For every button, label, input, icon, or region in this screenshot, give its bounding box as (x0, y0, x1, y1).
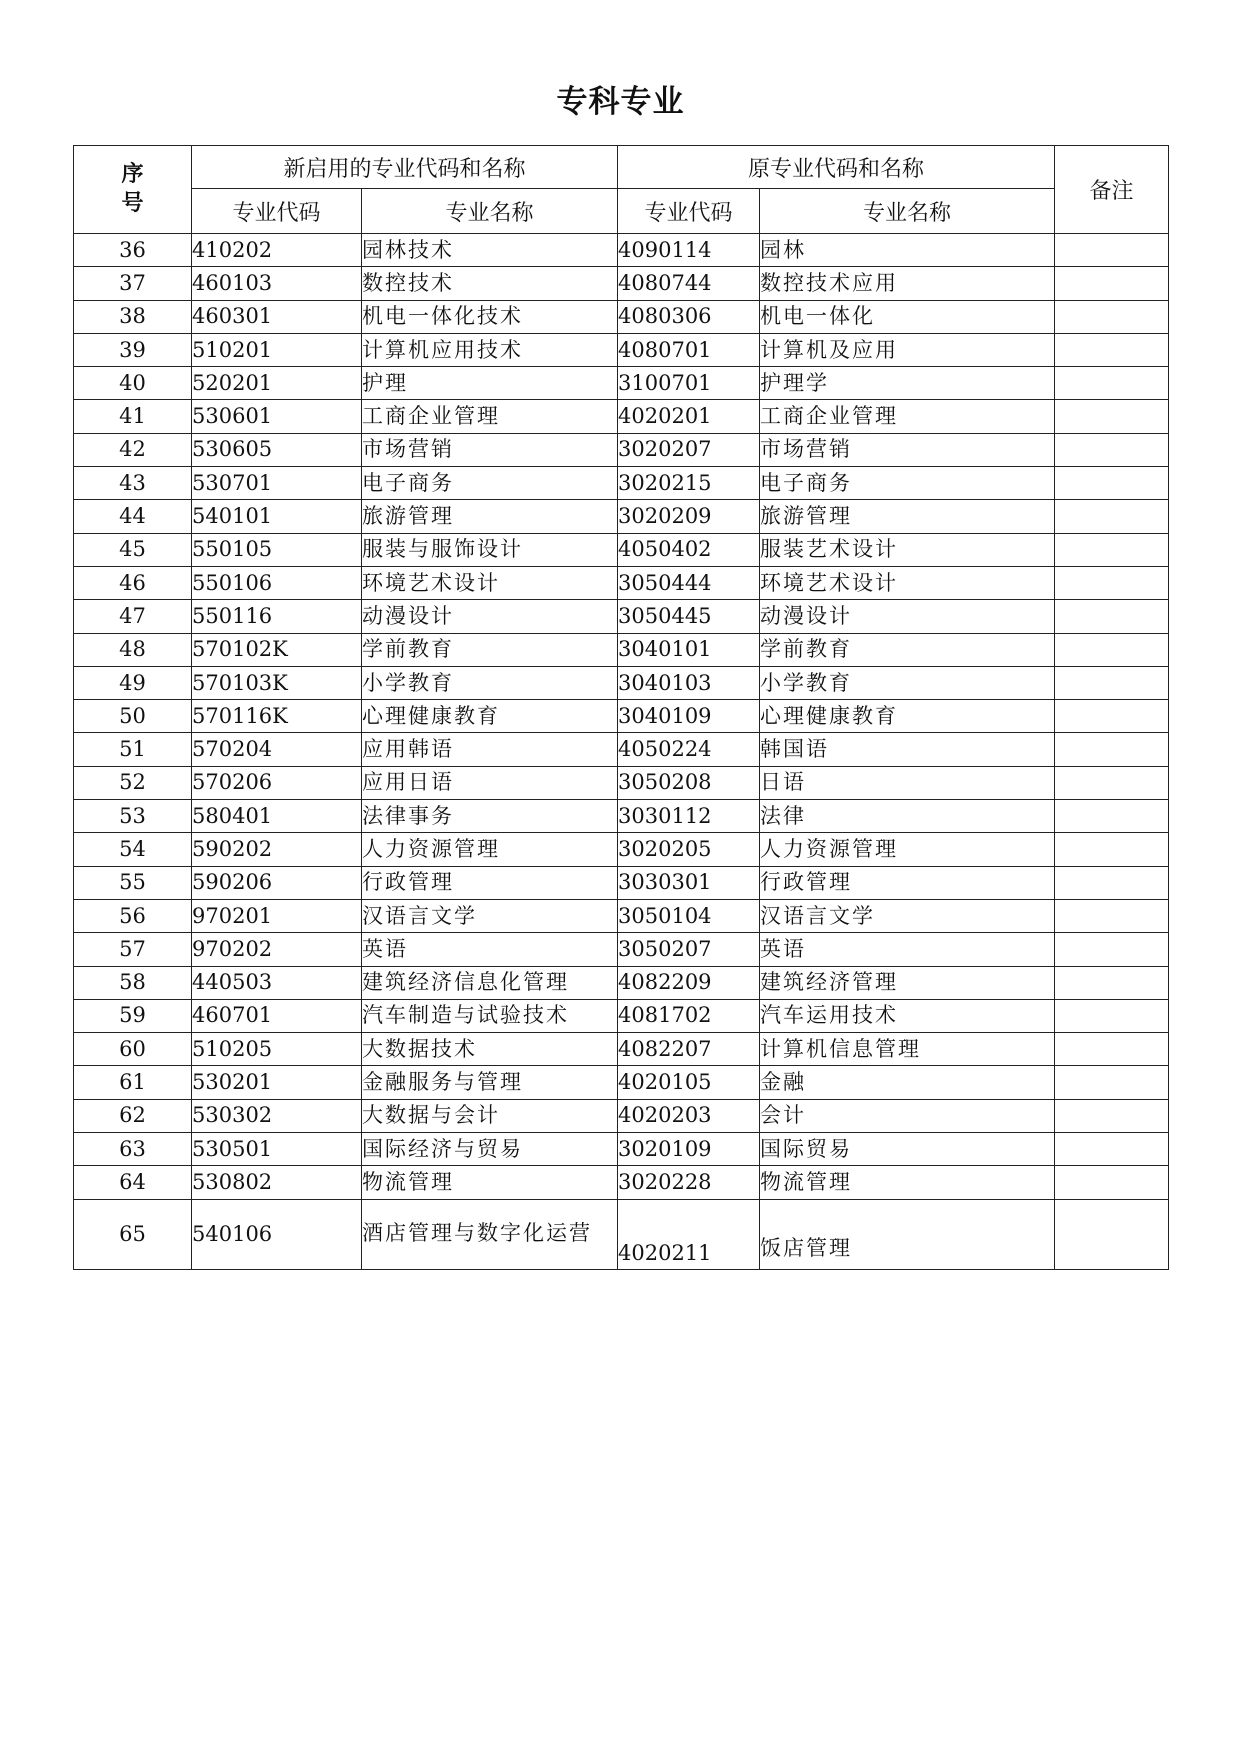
remark-cell (1055, 966, 1169, 999)
old-name-cell: 日语 (760, 766, 1055, 799)
new-name-cell: 旅游管理 (362, 500, 618, 533)
seq-cell: 46 (74, 566, 192, 599)
remark-cell (1055, 533, 1169, 566)
table-row (74, 333, 1169, 366)
new-code-cell: 570103K (192, 666, 362, 699)
seq-cell: 37 (74, 267, 192, 300)
old-code-cell: 3020209 (618, 500, 760, 533)
table-row (74, 400, 1169, 433)
old-name-cell: 会计 (760, 1099, 1055, 1132)
old-name-cell: 英语 (760, 933, 1055, 966)
new-code-cell: 590206 (192, 866, 362, 899)
remark-cell (1055, 800, 1169, 833)
old-name-cell: 工商企业管理 (760, 400, 1055, 433)
remark-cell (1055, 833, 1169, 866)
old-code-cell: 3030301 (618, 866, 760, 899)
new-code-cell: 530601 (192, 400, 362, 433)
new-name-cell: 汉语言文学 (362, 899, 618, 932)
old-code-cell: 4090114 (618, 234, 760, 267)
seq-cell: 57 (74, 933, 192, 966)
new-name-cell: 数控技术 (362, 267, 618, 300)
new-code-cell: 460701 (192, 999, 362, 1032)
remark-cell (1055, 467, 1169, 500)
header-remark: 备注 (1055, 146, 1169, 234)
old-name-cell: 数控技术应用 (760, 267, 1055, 300)
new-code-cell: 440503 (192, 966, 362, 999)
table-row (74, 267, 1169, 300)
new-name-cell: 动漫设计 (362, 600, 618, 633)
seq-cell: 54 (74, 833, 192, 866)
remark-cell (1055, 700, 1169, 733)
old-code-cell: 3050444 (618, 566, 760, 599)
table-row (74, 800, 1169, 833)
new-code-cell: 550106 (192, 566, 362, 599)
new-code-cell: 540106 (192, 1199, 362, 1269)
new-code-cell: 570206 (192, 766, 362, 799)
remark-cell (1055, 933, 1169, 966)
old-code-cell: 3100701 (618, 367, 760, 400)
table-row (74, 1099, 1169, 1132)
remark-cell (1055, 433, 1169, 466)
table-body (74, 234, 1169, 1270)
new-code-cell: 550105 (192, 533, 362, 566)
remark-cell (1055, 333, 1169, 366)
table-row (74, 300, 1169, 333)
seq-cell: 48 (74, 633, 192, 666)
old-name-cell: 计算机信息管理 (760, 1033, 1055, 1066)
table-row (74, 666, 1169, 699)
seq-cell: 44 (74, 500, 192, 533)
new-name-cell: 国际经济与贸易 (362, 1133, 618, 1166)
header-seq: 序号 (74, 146, 192, 234)
old-name-cell: 行政管理 (760, 866, 1055, 899)
old-name-cell: 动漫设计 (760, 600, 1055, 633)
old-name-cell: 计算机及应用 (760, 333, 1055, 366)
new-code-cell: 460301 (192, 300, 362, 333)
seq-cell: 65 (74, 1199, 192, 1269)
table-row (74, 999, 1169, 1032)
old-name-cell: 学前教育 (760, 633, 1055, 666)
old-code-cell: 4020105 (618, 1066, 760, 1099)
seq-cell: 53 (74, 800, 192, 833)
new-name-cell: 金融服务与管理 (362, 1066, 618, 1099)
new-name-cell: 酒店管理与数字化运营 (362, 1199, 618, 1269)
new-name-cell: 小学教育 (362, 666, 618, 699)
table-row (74, 700, 1169, 733)
remark-cell (1055, 999, 1169, 1032)
new-name-cell: 建筑经济信息化管理 (362, 966, 618, 999)
old-code-cell: 4020203 (618, 1099, 760, 1132)
table-row (74, 866, 1169, 899)
seq-cell: 58 (74, 966, 192, 999)
old-code-cell: 3050104 (618, 899, 760, 932)
new-name-cell: 市场营销 (362, 433, 618, 466)
table-row (74, 633, 1169, 666)
table-row (74, 1066, 1169, 1099)
new-code-cell: 570116K (192, 700, 362, 733)
new-name-cell: 行政管理 (362, 866, 618, 899)
new-name-cell: 园林技术 (362, 234, 618, 267)
old-name-cell: 小学教育 (760, 666, 1055, 699)
seq-cell: 63 (74, 1133, 192, 1166)
remark-cell (1055, 500, 1169, 533)
new-name-cell: 大数据与会计 (362, 1099, 618, 1132)
new-code-cell: 530701 (192, 467, 362, 500)
remark-cell (1055, 566, 1169, 599)
table-row (74, 467, 1169, 500)
old-name-cell: 国际贸易 (760, 1133, 1055, 1166)
new-name-cell: 人力资源管理 (362, 833, 618, 866)
header-old-group: 原专业代码和名称 (618, 146, 1055, 189)
old-code-cell: 3050207 (618, 933, 760, 966)
old-name-cell: 汉语言文学 (760, 899, 1055, 932)
table-row (74, 234, 1169, 267)
remark-cell (1055, 234, 1169, 267)
new-name-cell: 护理 (362, 367, 618, 400)
old-code-cell: 4081702 (618, 999, 760, 1032)
new-code-cell: 970201 (192, 899, 362, 932)
header-new-group: 新启用的专业代码和名称 (192, 146, 618, 189)
seq-cell: 64 (74, 1166, 192, 1199)
old-name-cell: 服装艺术设计 (760, 533, 1055, 566)
seq-cell: 59 (74, 999, 192, 1032)
table-row (74, 500, 1169, 533)
new-name-cell: 法律事务 (362, 800, 618, 833)
old-name-cell: 旅游管理 (760, 500, 1055, 533)
new-name-cell: 环境艺术设计 (362, 566, 618, 599)
table-row (74, 733, 1169, 766)
old-name-cell: 饭店管理 (760, 1199, 1055, 1269)
new-name-cell: 计算机应用技术 (362, 333, 618, 366)
old-name-cell: 园林 (760, 234, 1055, 267)
header-old-name: 专业名称 (760, 189, 1055, 234)
seq-cell: 49 (74, 666, 192, 699)
page-title: 专科专业 (556, 84, 685, 120)
old-code-cell: 3020109 (618, 1133, 760, 1166)
new-name-cell: 英语 (362, 933, 618, 966)
new-code-cell: 580401 (192, 800, 362, 833)
old-name-cell: 市场营销 (760, 433, 1055, 466)
table-row (74, 433, 1169, 466)
seq-cell: 56 (74, 899, 192, 932)
old-code-cell: 3040109 (618, 700, 760, 733)
remark-cell (1055, 1066, 1169, 1099)
seq-cell: 55 (74, 866, 192, 899)
new-code-cell: 530501 (192, 1133, 362, 1166)
header-old-code: 专业代码 (618, 189, 760, 234)
header-row-group (74, 146, 1169, 189)
old-code-cell: 4020201 (618, 400, 760, 433)
remark-cell (1055, 1133, 1169, 1166)
old-name-cell: 汽车运用技术 (760, 999, 1055, 1032)
majors-table (73, 145, 1169, 1270)
new-name-cell: 汽车制造与试验技术 (362, 999, 618, 1032)
table-row (74, 566, 1169, 599)
old-code-cell: 3040103 (618, 666, 760, 699)
seq-cell: 40 (74, 367, 192, 400)
new-name-cell: 电子商务 (362, 467, 618, 500)
new-code-cell: 510201 (192, 333, 362, 366)
new-name-cell: 机电一体化技术 (362, 300, 618, 333)
old-name-cell: 金融 (760, 1066, 1055, 1099)
seq-cell: 36 (74, 234, 192, 267)
remark-cell (1055, 300, 1169, 333)
old-name-cell: 建筑经济管理 (760, 966, 1055, 999)
remark-cell (1055, 733, 1169, 766)
remark-cell (1055, 766, 1169, 799)
old-code-cell: 4080701 (618, 333, 760, 366)
old-code-cell: 3020207 (618, 433, 760, 466)
header-new-name: 专业名称 (362, 189, 618, 234)
new-code-cell: 520201 (192, 367, 362, 400)
old-code-cell: 3050445 (618, 600, 760, 633)
remark-cell (1055, 267, 1169, 300)
seq-cell: 50 (74, 700, 192, 733)
new-name-cell: 应用韩语 (362, 733, 618, 766)
table-row (74, 1133, 1169, 1166)
table-row (74, 600, 1169, 633)
new-code-cell: 530302 (192, 1099, 362, 1132)
old-code-cell: 4080744 (618, 267, 760, 300)
table-row (74, 899, 1169, 932)
table-row (74, 1166, 1169, 1199)
new-code-cell: 590202 (192, 833, 362, 866)
table-row (74, 766, 1169, 799)
old-name-cell: 电子商务 (760, 467, 1055, 500)
old-name-cell: 韩国语 (760, 733, 1055, 766)
remark-cell (1055, 666, 1169, 699)
remark-cell (1055, 1099, 1169, 1132)
seq-cell: 39 (74, 333, 192, 366)
old-name-cell: 人力资源管理 (760, 833, 1055, 866)
seq-cell: 41 (74, 400, 192, 433)
table-row (74, 933, 1169, 966)
seq-cell: 51 (74, 733, 192, 766)
old-code-cell: 3040101 (618, 633, 760, 666)
new-code-cell: 510205 (192, 1033, 362, 1066)
remark-cell (1055, 866, 1169, 899)
new-code-cell: 570204 (192, 733, 362, 766)
seq-cell: 47 (74, 600, 192, 633)
seq-cell: 61 (74, 1066, 192, 1099)
remark-cell (1055, 400, 1169, 433)
old-name-cell: 机电一体化 (760, 300, 1055, 333)
seq-cell: 45 (74, 533, 192, 566)
new-name-cell: 服装与服饰设计 (362, 533, 618, 566)
old-name-cell: 环境艺术设计 (760, 566, 1055, 599)
remark-cell (1055, 1033, 1169, 1066)
old-name-cell: 护理学 (760, 367, 1055, 400)
seq-cell: 62 (74, 1099, 192, 1132)
header-new-code: 专业代码 (192, 189, 362, 234)
new-code-cell: 540101 (192, 500, 362, 533)
old-code-cell: 4080306 (618, 300, 760, 333)
seq-cell: 60 (74, 1033, 192, 1066)
old-name-cell: 心理健康教育 (760, 700, 1055, 733)
new-name-cell: 学前教育 (362, 633, 618, 666)
new-code-cell: 530802 (192, 1166, 362, 1199)
seq-cell: 52 (74, 766, 192, 799)
old-name-cell: 物流管理 (760, 1166, 1055, 1199)
new-code-cell: 970202 (192, 933, 362, 966)
new-name-cell: 工商企业管理 (362, 400, 618, 433)
remark-cell (1055, 899, 1169, 932)
seq-cell: 38 (74, 300, 192, 333)
new-code-cell: 460103 (192, 267, 362, 300)
new-code-cell: 530201 (192, 1066, 362, 1099)
old-code-cell: 3020228 (618, 1166, 760, 1199)
old-code-cell: 4050402 (618, 533, 760, 566)
new-name-cell: 应用日语 (362, 766, 618, 799)
new-code-cell: 410202 (192, 234, 362, 267)
new-code-cell: 570102K (192, 633, 362, 666)
table-row (74, 966, 1169, 999)
new-name-cell: 物流管理 (362, 1166, 618, 1199)
remark-cell (1055, 367, 1169, 400)
table-row (74, 367, 1169, 400)
table-header (74, 146, 1169, 234)
old-name-cell: 法律 (760, 800, 1055, 833)
old-code-cell: 3030112 (618, 800, 760, 833)
old-code-cell: 3050208 (618, 766, 760, 799)
seq-cell: 43 (74, 467, 192, 500)
old-code-cell: 3020215 (618, 467, 760, 500)
table-row (74, 1199, 1169, 1269)
old-code-cell: 4050224 (618, 733, 760, 766)
remark-cell (1055, 600, 1169, 633)
remark-cell (1055, 633, 1169, 666)
old-code-cell: 4020211 (618, 1199, 760, 1269)
table-row (74, 833, 1169, 866)
header-row-columns (74, 189, 1169, 234)
new-name-cell: 大数据技术 (362, 1033, 618, 1066)
old-code-cell: 4082209 (618, 966, 760, 999)
table-row (74, 1033, 1169, 1066)
old-code-cell: 4082207 (618, 1033, 760, 1066)
new-code-cell: 530605 (192, 433, 362, 466)
seq-cell: 42 (74, 433, 192, 466)
new-name-cell: 心理健康教育 (362, 700, 618, 733)
remark-cell (1055, 1199, 1169, 1269)
remark-cell (1055, 1166, 1169, 1199)
new-code-cell: 550116 (192, 600, 362, 633)
old-code-cell: 3020205 (618, 833, 760, 866)
table-row (74, 533, 1169, 566)
